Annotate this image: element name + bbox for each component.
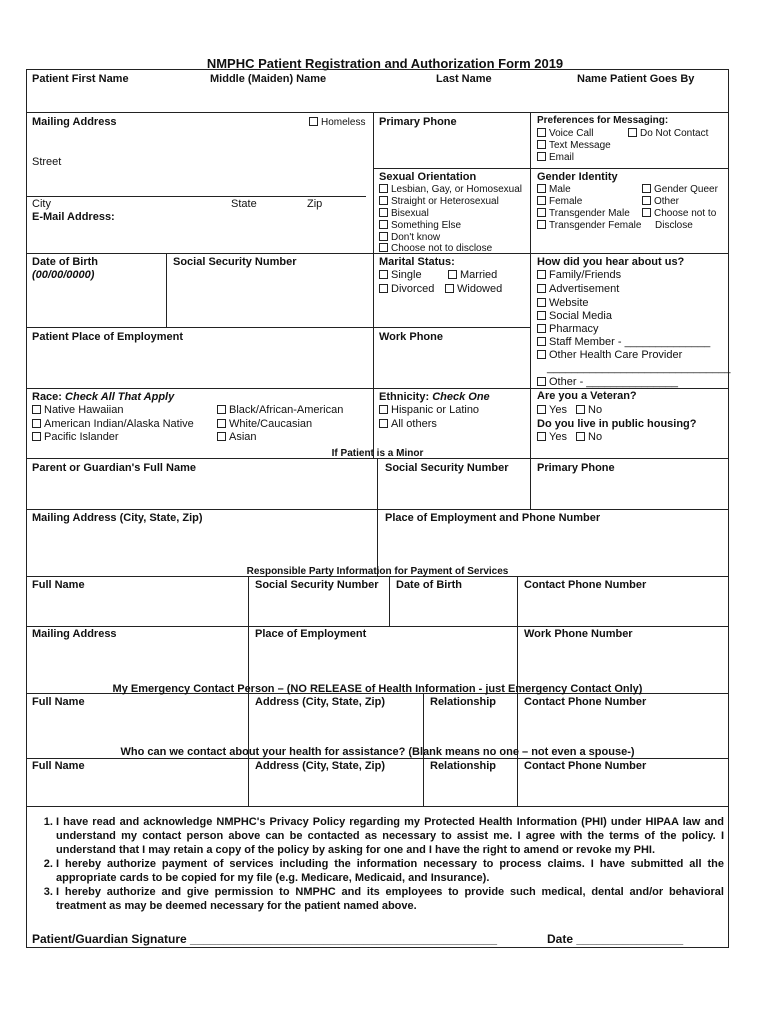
sexual-orientation-label: Sexual Orientation [379, 171, 477, 183]
hear-about-checkbox[interactable]: Advertisement [537, 283, 619, 295]
mailing-address-field[interactable]: Mailing Address [32, 116, 117, 128]
health-contact-name-field[interactable]: Full Name [32, 760, 85, 772]
text-message-checkbox[interactable]: Text Message [537, 140, 611, 151]
married-checkbox[interactable]: Married [448, 269, 497, 281]
goes-by-field[interactable]: Name Patient Goes By [577, 73, 695, 85]
emergency-name-field[interactable]: Full Name [32, 696, 85, 708]
messaging-label: Preferences for Messaging: [537, 115, 669, 126]
responsible-phone-field[interactable]: Contact Phone Number [524, 579, 647, 591]
hear-about-checkbox[interactable]: Family/Friends [537, 269, 621, 281]
gender-checkbox[interactable]: Gender Queer [642, 184, 718, 195]
ssn-field[interactable]: Social Security Number [173, 256, 297, 268]
emergency-address-field[interactable]: Address (City, State, Zip) [255, 696, 385, 708]
gender-checkbox-continuation: Disclose [655, 220, 693, 231]
divider [26, 327, 530, 328]
orientation-checkbox[interactable]: Lesbian, Gay, or Homosexual [379, 184, 522, 195]
work-phone-field[interactable]: Work Phone [379, 331, 443, 343]
gender-checkbox[interactable]: Other [642, 196, 679, 207]
middle-name-field[interactable]: Middle (Maiden) Name [210, 73, 327, 85]
gender-checkbox[interactable]: Female [537, 196, 582, 207]
employment-field[interactable]: Patient Place of Employment [32, 331, 183, 343]
veteran-label: Are you a Veteran? [537, 390, 637, 402]
guardian-ssn-field[interactable]: Social Security Number [385, 462, 509, 474]
date-field[interactable]: Date ________________ [547, 932, 684, 946]
last-name-field[interactable]: Last Name [436, 73, 492, 85]
guardian-name-field[interactable]: Parent or Guardian's Full Name [32, 462, 196, 474]
orientation-checkbox[interactable]: Something Else [379, 220, 461, 231]
voice-call-checkbox[interactable]: Voice Call [537, 128, 593, 139]
health-contact-address-field[interactable]: Address (City, State, Zip) [255, 760, 385, 772]
divider [26, 388, 729, 389]
hear-about-checkbox[interactable]: Other Health Care Provider [537, 349, 682, 361]
responsible-dob-field[interactable]: Date of Birth [396, 579, 462, 591]
veteran-no-checkbox[interactable]: No [576, 404, 602, 416]
gender-checkbox[interactable]: Choose not to [642, 208, 716, 219]
race-checkbox[interactable]: American Indian/Alaska Native [32, 418, 194, 430]
emergency-heading: My Emergency Contact Person – (NO RELEASE of Health Information - just Emergency Contact Only) [112, 683, 643, 695]
email-field[interactable]: E-Mail Address: [32, 211, 115, 223]
single-checkbox[interactable]: Single [379, 269, 422, 281]
authorization-item: 2. I hereby authorize payment of services including the information necessary to process claims. I have submitted all the appropriate cards to be copied for my file (e.g. Medicare, Medicaid, and Insurance). [56, 857, 724, 885]
divider [530, 458, 531, 509]
authorization-list [34, 815, 724, 913]
divider [389, 576, 390, 626]
guardian-address-field[interactable]: Mailing Address (City, State, Zip) [32, 512, 203, 524]
do-not-contact-checkbox[interactable]: Do Not Contact [628, 128, 708, 139]
minor-heading: If Patient is a Minor [331, 448, 424, 459]
veteran-yes-checkbox[interactable]: Yes [537, 404, 567, 416]
ethnicity-label: Ethnicity: Check One [379, 391, 490, 403]
primary-phone-field[interactable]: Primary Phone [379, 116, 457, 128]
gender-identity-label: Gender Identity [537, 171, 618, 183]
divider [248, 576, 249, 693]
responsible-name-field[interactable]: Full Name [32, 579, 85, 591]
homeless-checkbox[interactable]: Homeless [309, 117, 365, 128]
health-contact-phone-field[interactable]: Contact Phone Number [524, 760, 647, 772]
divider [517, 576, 518, 693]
hear-about-checkbox[interactable]: Other - _______________ [537, 376, 678, 388]
divider [26, 112, 729, 113]
divider [373, 112, 374, 388]
divider [26, 253, 729, 254]
guardian-phone-field[interactable]: Primary Phone [537, 462, 615, 474]
other-provider-line[interactable]: ______________________________ [547, 362, 731, 374]
race-checkbox[interactable]: White/Caucasian [217, 418, 312, 430]
orientation-checkbox[interactable]: Straight or Heterosexual [379, 196, 499, 207]
city-field[interactable]: City [32, 198, 51, 210]
race-checkbox[interactable]: Native Hawaiian [32, 404, 123, 416]
divider [373, 168, 729, 169]
race-label: Race: Check All That Apply [32, 391, 175, 403]
guardian-employment-field[interactable]: Place of Employment and Phone Number [385, 512, 601, 524]
emergency-phone-field[interactable]: Contact Phone Number [524, 696, 647, 708]
orientation-checkbox[interactable]: Don't know [379, 232, 440, 243]
responsible-ssn-field[interactable]: Social Security Number [255, 579, 379, 591]
health-contact-heading: Who can we contact about your health for assistance? (Blank means no one – not even a spouse-) [120, 746, 635, 758]
divider [166, 253, 167, 327]
street-field[interactable]: Street [32, 156, 62, 168]
orientation-checkbox[interactable]: Bisexual [379, 208, 429, 219]
email-checkbox[interactable]: Email [537, 152, 574, 163]
signature-field[interactable]: Patient/Guardian Signature ______________________________________________ [32, 932, 498, 946]
divider [530, 112, 531, 458]
housing-no-checkbox[interactable]: No [576, 431, 602, 443]
divider [26, 626, 729, 627]
divider [377, 458, 378, 576]
race-checkbox[interactable]: Pacific Islander [32, 431, 119, 443]
form-title: NMPHC Patient Registration and Authorization Form 2019 [206, 56, 564, 71]
zip-field[interactable]: Zip [307, 198, 323, 210]
authorization-item: 3. I hereby authorize and give permission to NMPHC and its employees to provide such medical, dental and/or behavioral treatment as may be deemed necessary for the patient named above. [56, 885, 724, 913]
hear-about-checkbox[interactable]: Pharmacy [537, 323, 599, 335]
dob-field[interactable]: Date of Birth [32, 256, 98, 268]
responsible-work-phone-field[interactable]: Work Phone Number [524, 628, 633, 640]
health-contact-relationship-field[interactable]: Relationship [430, 760, 497, 772]
gender-checkbox[interactable]: Transgender Male [537, 208, 630, 219]
ethnicity-checkbox[interactable]: Hispanic or Latino [379, 404, 479, 416]
hear-about-checkbox[interactable]: Website [537, 297, 589, 309]
housing-yes-checkbox[interactable]: Yes [537, 431, 567, 443]
responsible-employment-field[interactable]: Place of Employment [255, 628, 367, 640]
hear-about-label: How did you hear about us? [537, 256, 685, 268]
ethnicity-checkbox[interactable]: All others [379, 418, 437, 430]
authorization-item: 1. I have read and acknowledge NMPHC's Privacy Policy regarding my Protected Health Information (PHI) under HIPAA law and understand my contact person above can be contacted as necessary to assist me. I agree with the terms of the policy. I understand that I may retain a copy of the policy by asking for one and I have the right to amend or revoke my PHI. [56, 815, 724, 857]
responsible-heading: Responsible Party Information for Payment of Services [246, 566, 509, 577]
gender-checkbox[interactable]: Male [537, 184, 571, 195]
dob-format: (00/00/0000) [32, 269, 95, 281]
race-checkbox[interactable]: Black/African-American [217, 404, 343, 416]
state-field[interactable]: State [231, 198, 257, 210]
gender-checkbox[interactable]: Transgender Female [537, 220, 641, 231]
housing-label: Do you live in public housing? [537, 418, 697, 430]
divider [26, 758, 729, 759]
responsible-address-field[interactable]: Mailing Address [32, 628, 117, 640]
hear-about-checkbox[interactable]: Social Media [537, 310, 612, 322]
hear-about-checkbox[interactable]: Staff Member - ______________ [537, 336, 710, 348]
divider [26, 196, 366, 197]
orientation-checkbox[interactable]: Choose not to disclose [379, 243, 492, 254]
marital-status-label: Marital Status: [379, 256, 455, 268]
race-checkbox[interactable]: Asian [217, 431, 257, 443]
widowed-checkbox[interactable]: Widowed [445, 283, 502, 295]
emergency-relationship-field[interactable]: Relationship [430, 696, 497, 708]
divorced-checkbox[interactable]: Divorced [379, 283, 434, 295]
first-name-field[interactable]: Patient First Name [32, 73, 129, 85]
divider [26, 806, 729, 807]
